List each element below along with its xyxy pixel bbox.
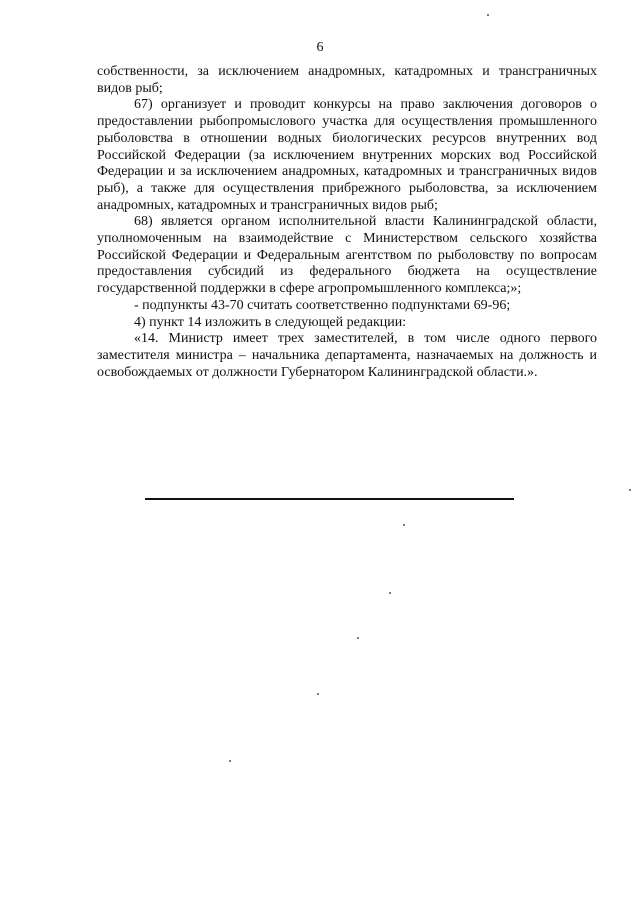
paragraph-renumber: - подпункты 43-70 считать соответственно подпунктами 69-96; bbox=[134, 297, 511, 313]
end-of-text-rule bbox=[145, 498, 514, 500]
paragraph-point-14: «14. Министр имеет трех заместителей, в том числе одного первого заместителя министра – начальника департамента, назначаемых на должность и освобождаемых от должности Губернатором Калининградской области.». bbox=[97, 331, 597, 380]
paragraph-item-67: 67) организует и проводит конкурсы на право заключения договоров о предоставлении рыбопромыслового участка для осуществления промышленного рыболовства в отношении водных биологических ресурсов внутренних вод Российской Федерации (за исключением внутренних морских вод Российской Федерации и за исключением анадромных, катадромных и трансграничных видов рыб), а также для осуществления прибрежного рыболовства, за исключением анадромных, катадромных и трансграничных видов рыб; bbox=[97, 97, 597, 213]
scan-speck bbox=[317, 693, 319, 695]
paragraph-point-4: 4) пункт 14 изложить в следующей редакции: bbox=[134, 314, 407, 330]
paragraph-continuation: собственности, за исключением анадромных, катадромных и трансграничных видов рыб; bbox=[97, 64, 597, 96]
scan-speck bbox=[629, 489, 631, 491]
document-body bbox=[97, 64, 597, 381]
scan-speck bbox=[487, 14, 489, 16]
paragraph-item-68: 68) является органом исполнительной власти Калининградской области, уполномоченным на взаимодействие с Министерством сельского хозяйства Российской Федерации и Федеральным агентством по рыболовству по вопросам предоставления субсидий из федерального бюджета на осуществление государственной поддержки в сфере агропромышленного комплекса;»; bbox=[97, 214, 597, 297]
scan-speck bbox=[403, 524, 405, 526]
page-number: 6 bbox=[316, 40, 324, 55]
scan-speck bbox=[389, 592, 391, 594]
scan-speck bbox=[357, 637, 359, 639]
scan-speck bbox=[229, 760, 231, 762]
